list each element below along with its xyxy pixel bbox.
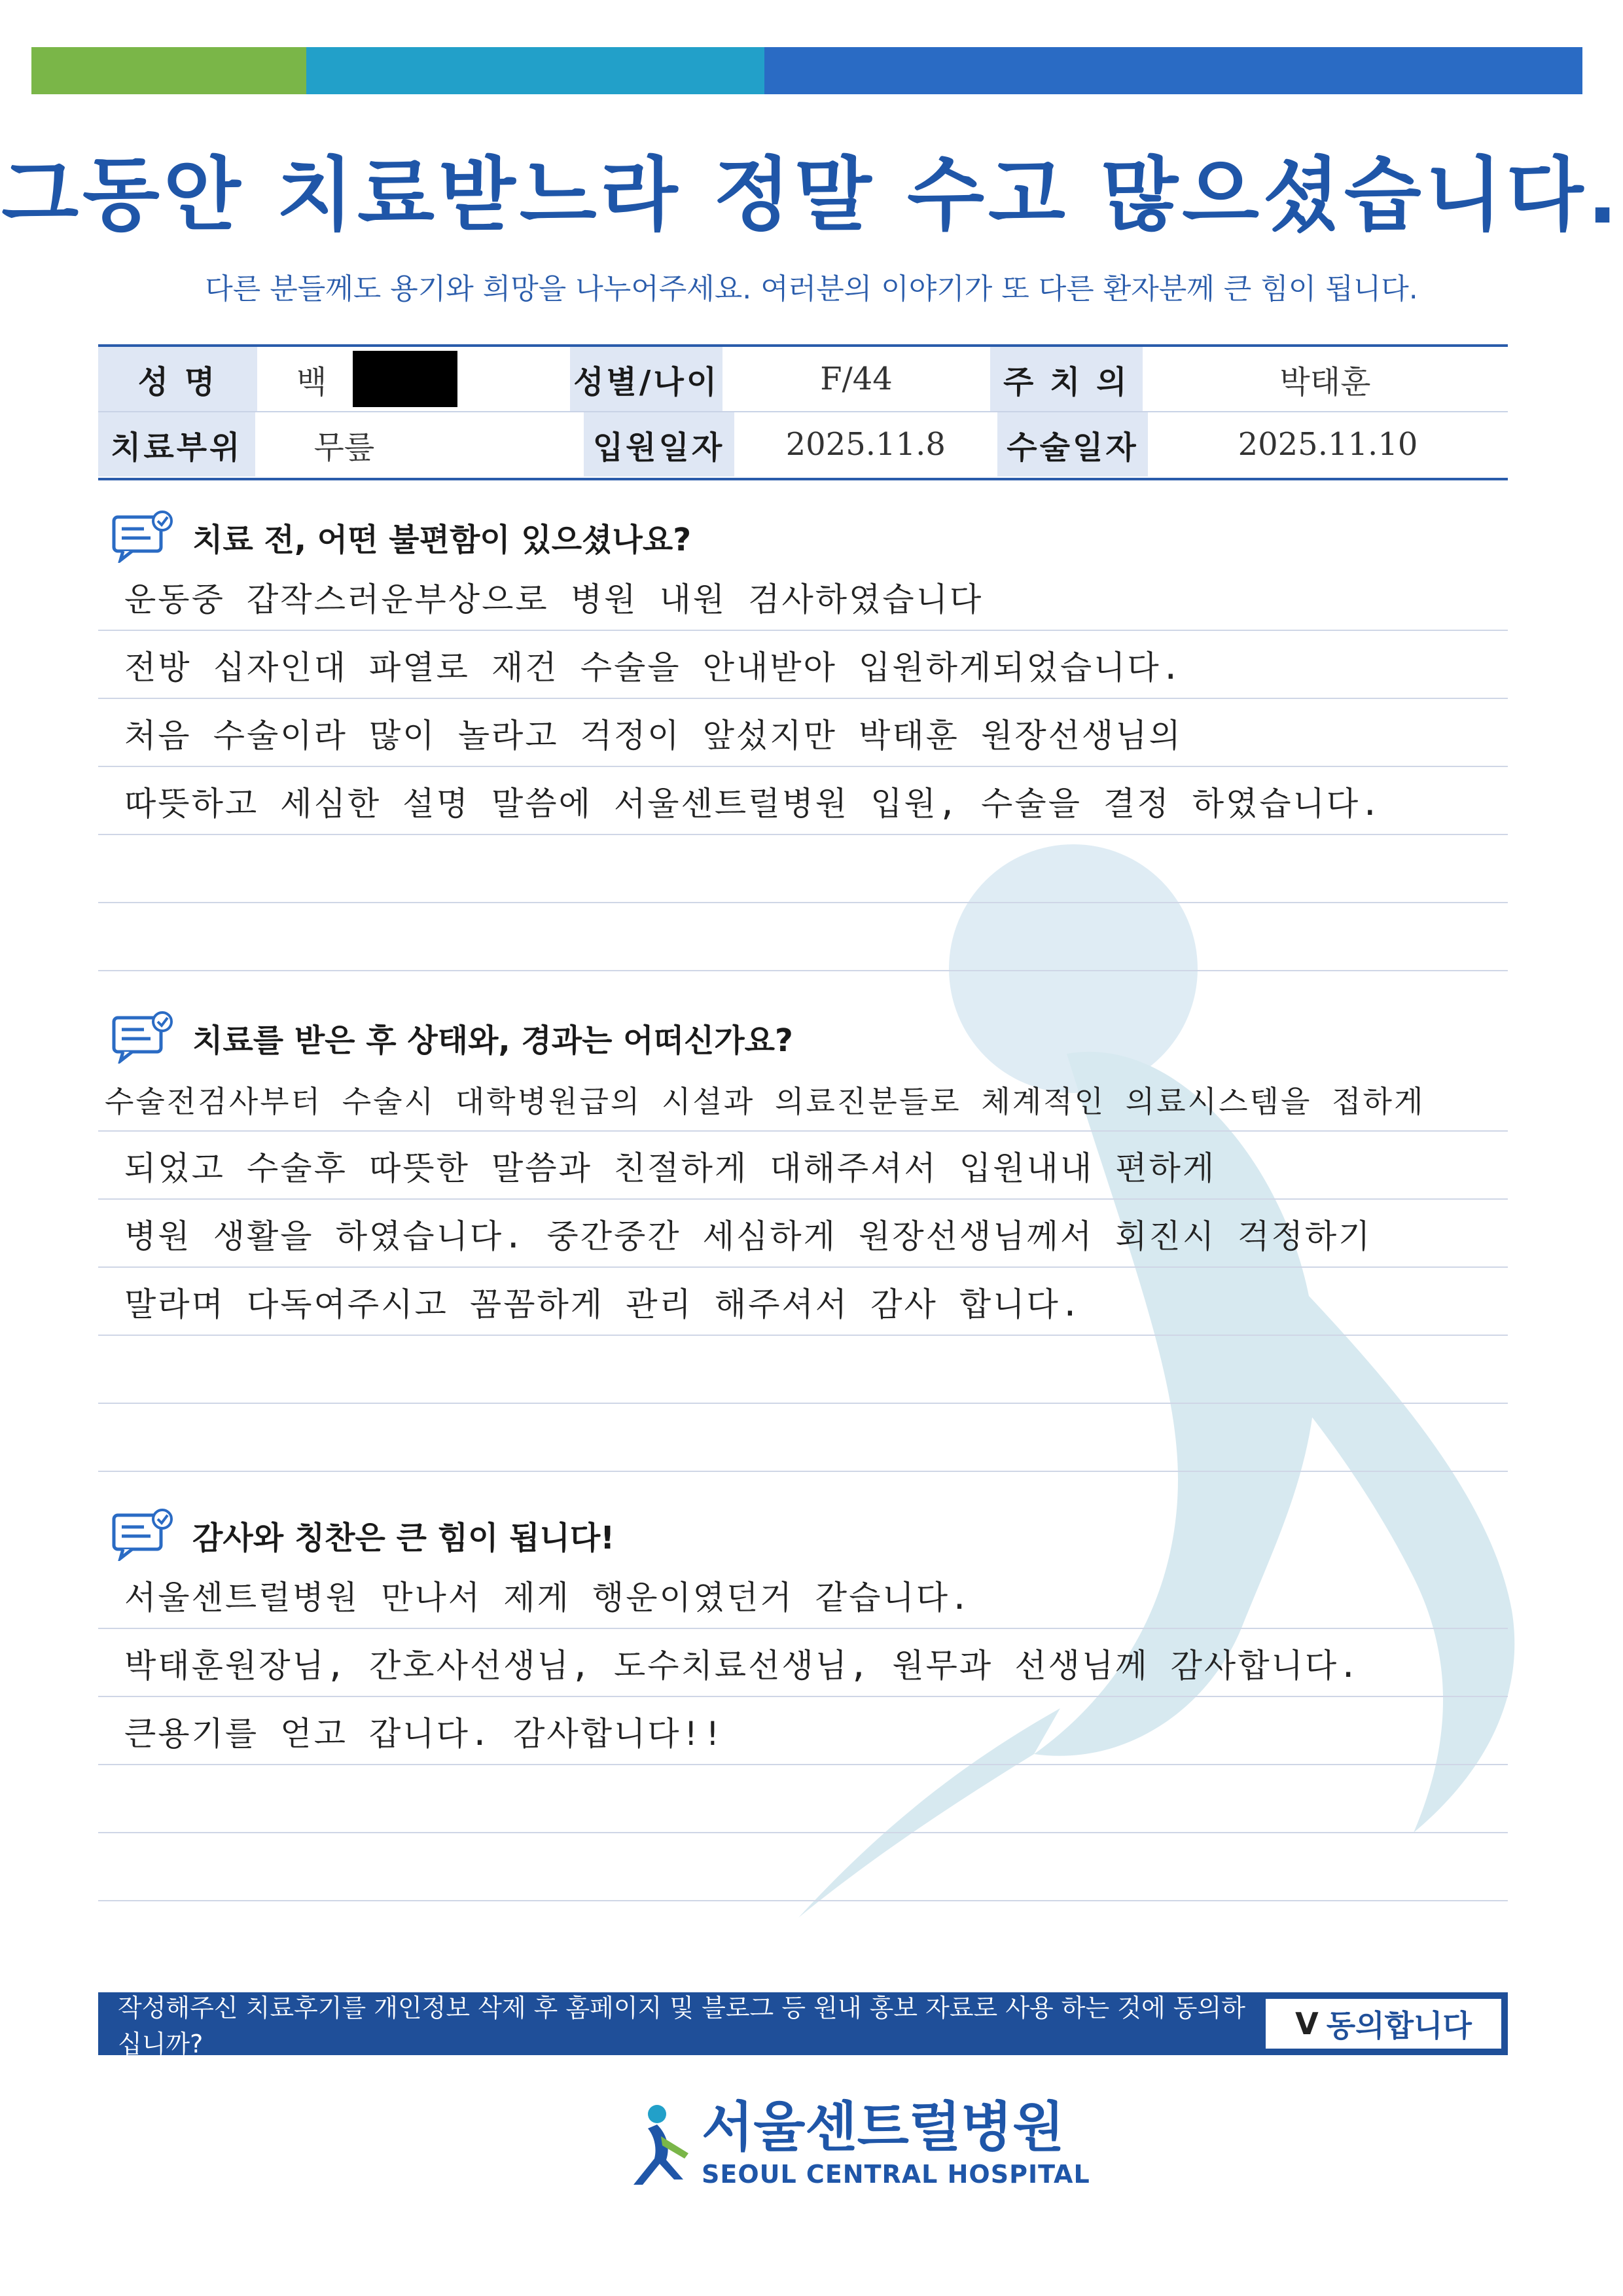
- check-mark-icon: V: [1295, 2006, 1319, 2041]
- writing-line: [98, 835, 1508, 903]
- writing-line: [98, 1404, 1508, 1472]
- writing-line: [98, 1064, 1508, 1132]
- writing-line: [98, 1765, 1508, 1833]
- section-2-lines: [98, 1064, 1508, 1472]
- logo-korean: 서울센트럴병원: [702, 2096, 1065, 2159]
- section-1-question: 치료 전, 어떤 불편함이 있으셨나요?: [192, 521, 692, 558]
- surgery-label: 수술일자: [997, 412, 1148, 476]
- top-color-bar: [31, 47, 1582, 94]
- consent-bar: [98, 1992, 1508, 2058]
- section-3-lines: [98, 1561, 1508, 1901]
- section-2-header: [111, 1011, 793, 1064]
- writing-line: [98, 631, 1508, 699]
- chat-bubble-icon: [111, 1011, 175, 1064]
- writing-line: [98, 1833, 1508, 1901]
- handwritten-text: 말라며 다독여주시고 꼼꼼하게 관리 해주셔서 감사 합니다.: [124, 1285, 1082, 1323]
- top-bar-teal: [306, 47, 764, 94]
- handwritten-text: 병원 생활을 하였습니다. 중간중간 세심하게 원장선생님께서 회진시 걱정하기: [124, 1217, 1372, 1255]
- writing-line: [98, 1132, 1508, 1200]
- handwritten-text: 처음 수술이라 많이 놀라고 걱정이 앞섰지만 박태훈 원장선생님의: [124, 717, 1183, 755]
- top-bar-blue: [764, 47, 1582, 94]
- handwritten-text: 되었고 수술후 따뜻한 말씀과 친절하게 대해주셔서 입원내내 편하게: [124, 1149, 1217, 1187]
- handwritten-text: 따뜻하고 세심한 설명 말씀에 서울센트럴병원 입원, 수술을 결정 하였습니다.: [124, 785, 1382, 823]
- section-1-lines: [98, 563, 1508, 971]
- name-label: 성 명: [98, 347, 257, 411]
- writing-line: [98, 1336, 1508, 1404]
- writing-line: [98, 1629, 1508, 1697]
- doctor-label: 주 치 의: [990, 347, 1143, 411]
- page-title: 그동안 치료받느라 정말 수고 많으셨습니다.: [1, 149, 1622, 242]
- part-value: 무릎: [313, 429, 375, 466]
- chat-bubble-icon: [111, 1509, 175, 1561]
- admit-value: 2025.11.8: [785, 426, 946, 463]
- section-2-question: 치료를 받은 후 상태와, 경과는 어떠신가요?: [192, 1022, 793, 1059]
- hospital-logo: [628, 2096, 1090, 2189]
- writing-line: [98, 1268, 1508, 1336]
- section-3-header: [111, 1509, 615, 1561]
- sex-age-label: 성별/나이: [570, 347, 722, 411]
- patient-info-table: [98, 344, 1508, 480]
- agree-label: 동의합니다: [1326, 2008, 1472, 2043]
- chat-bubble-icon: [111, 511, 175, 563]
- part-label: 치료부위: [98, 412, 255, 476]
- handwritten-text: 운동중 갑작스러운부상으로 병원 내원 검사하였습니다: [124, 581, 984, 619]
- writing-line: [98, 1200, 1508, 1268]
- section-1-header: [111, 511, 691, 563]
- surgery-value: 2025.11.10: [1238, 426, 1418, 463]
- handwritten-text: 전방 십자인대 파열로 재건 수술을 안내받아 입원하게되었습니다.: [124, 649, 1183, 687]
- doctor-value: 박태훈: [1279, 363, 1371, 401]
- name-value-cell: [257, 347, 570, 411]
- admit-label: 입원일자: [584, 412, 734, 476]
- redaction-block: [353, 351, 457, 407]
- page-subtitle: 다른 분들께도 용기와 희망을 나누어주세요. 여러분의 이야기가 또 다른 환자분께 큰 힘이 됩니다.: [205, 272, 1418, 306]
- section-3-question: 감사와 칭찬은 큰 힘이 됩니다!: [192, 1519, 615, 1556]
- consent-question: 작성해주신 치료후기를 개인정보 삭제 후 홈페이지 및 블로그 등 원내 홍보 자료로 사용 하는 것에 동의하십니까?: [118, 1994, 1245, 2058]
- top-bar-green: [31, 47, 306, 94]
- writing-line: [98, 699, 1508, 767]
- info-row-2: [98, 412, 1508, 476]
- writing-line: [98, 1697, 1508, 1765]
- writing-line: [98, 767, 1508, 835]
- handwritten-text: 수술전검사부터 수술시 대학병원급의 시설과 의료진분들로 체계적인 의료시스템을 접하게: [105, 1084, 1425, 1119]
- handwritten-text: 큰용기를 얻고 갑니다. 감사합니다!!: [124, 1715, 724, 1753]
- writing-line: [98, 563, 1508, 631]
- name-value: 백: [296, 363, 327, 401]
- logo-english: SEOUL CENTRAL HOSPITAL: [702, 2160, 1090, 2189]
- sex-age-value: F/44: [820, 361, 893, 397]
- hospital-logo-icon: [628, 2102, 694, 2187]
- handwritten-text: 박태훈원장님, 간호사선생님, 도수치료선생님, 원무과 선생님께 감사합니다.: [124, 1647, 1361, 1685]
- handwritten-text: 서울센트럴병원 만나서 제게 행운이였던거 같습니다.: [124, 1579, 972, 1617]
- info-row-1: [98, 347, 1508, 412]
- writing-line: [98, 1561, 1508, 1629]
- agree-checkbox[interactable]: [1266, 1999, 1501, 2049]
- writing-line: [98, 903, 1508, 971]
